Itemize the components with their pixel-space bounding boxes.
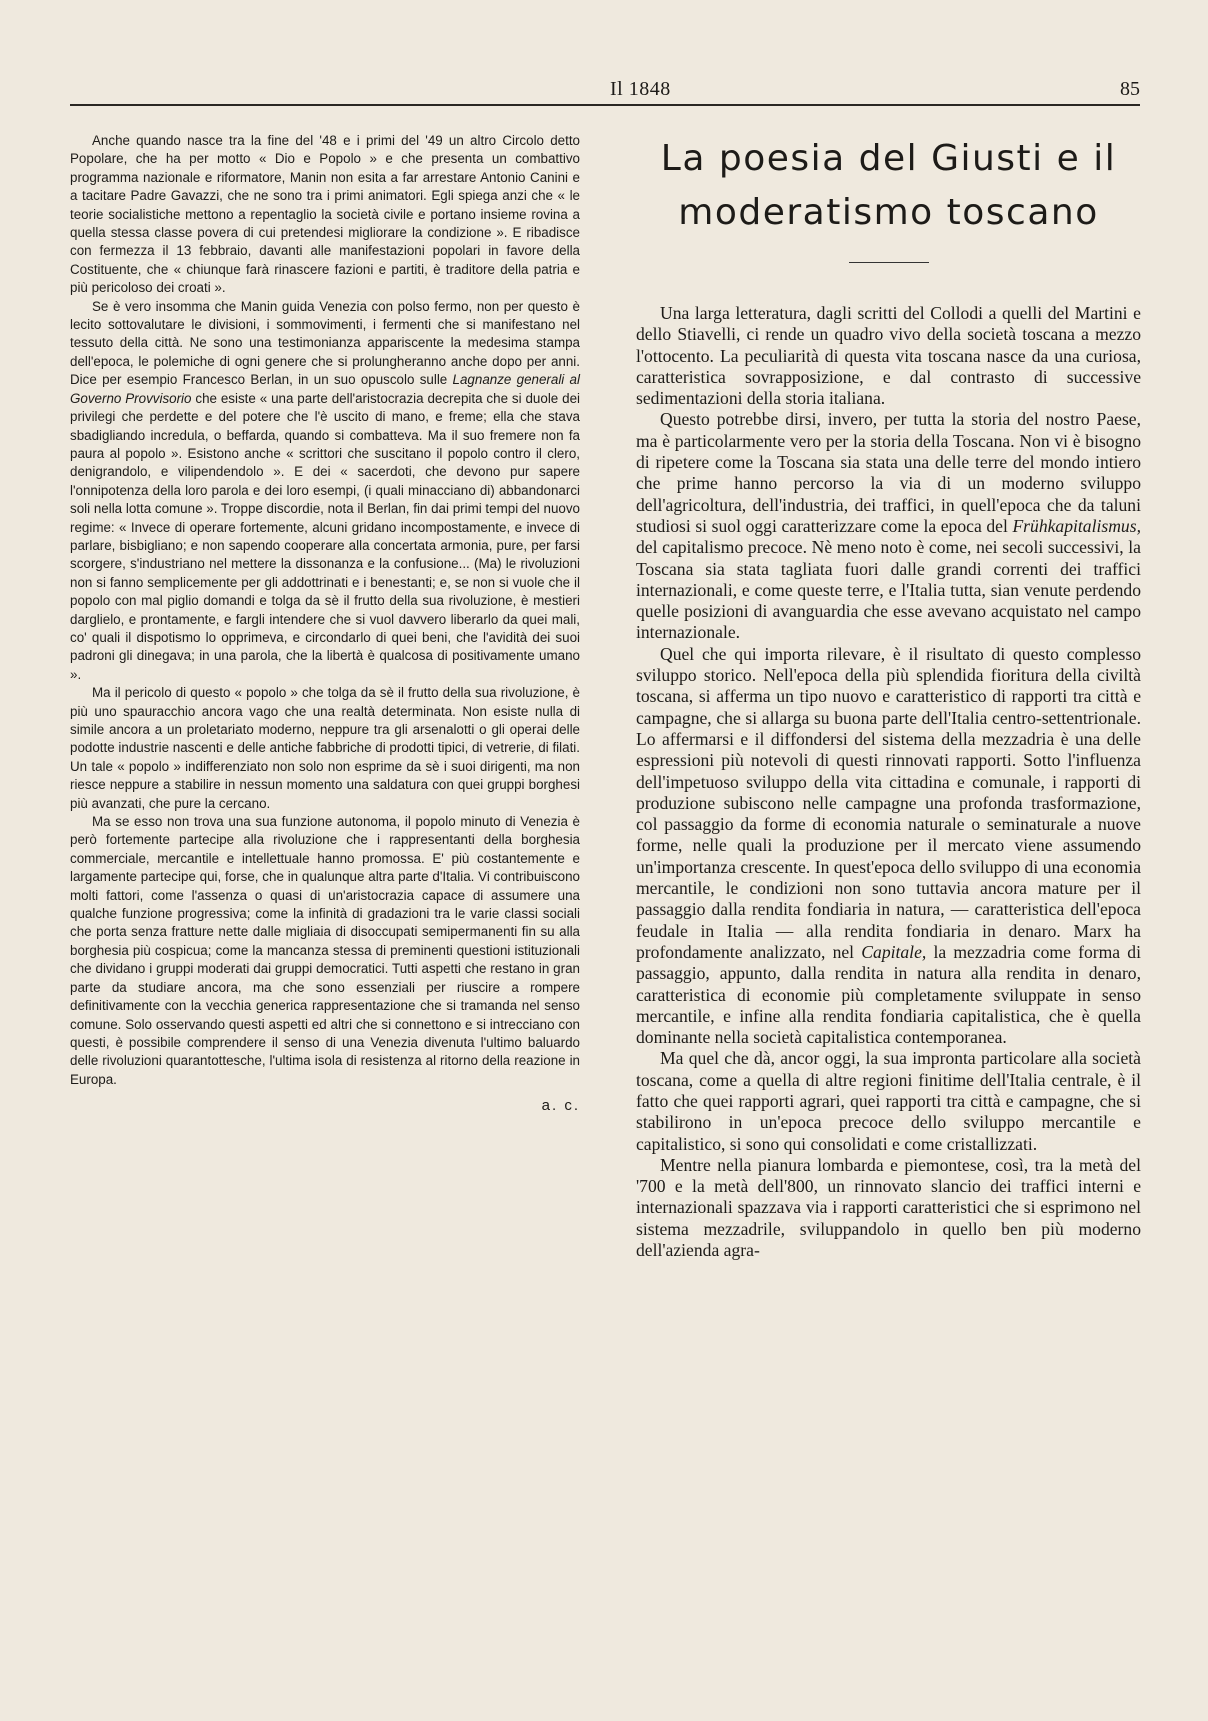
left-paragraph-2: [70, 298, 580, 685]
article-title: La poesia del Giusti e il moderatismo toscano: [660, 138, 1117, 233]
left-paragraph-2-text: Se è vero insomma che Manin guida Venezia con polso fermo, non per questo è lecito sottovalutare le divisioni, i sommovimenti, i fermenti che si manifestano nel tessuto della città. Ne sono una testimonianza appariscente la medesima stampa dell'epoca, le polemiche di ogni genere che si prolungheranno anche dopo per anni. Dice per esempio Francesco Berlan, in un suo opuscolo sulle: [70, 298, 580, 388]
author-signature: a. c.: [541, 1097, 580, 1115]
page-header: [70, 78, 1140, 106]
left-paragraph-1: Anche quando nasce tra la fine del '48 e i primi del '49 un altro Circolo detto Popolare, che ha per motto « Dio e Popolo » e che presenta un combattivo programma nazionale e riformatore, Manin non esita a far arrestare Antonio Canini e a tacitare Padre Gavazzi, che ne sono tra i primi animatori. Egli spiega anzi che « le teorie socialistiche mettono a repentaglio la società civile e portano insieme rovina a quella stessa classe povera di cui pretendesi migliorare la condizione ». E ribadisce con fermezza il 13 febbraio, davanti alle manifestazioni popolari in favore della Costituente, che « chiunque farà rinascere fazioni e partiti, è traditore della patria e più pericoloso dei croati ».: [70, 133, 580, 296]
right-paragraph-1: Una larga letteratura, dagli scritti del Collodi a quelli del Martini e dello Stiavelli, ci rende un quadro vivo della società toscana a mezzo l'ottocento. La peculiarità di questa vita toscana nasce da una curiosa, caratteristica sovrapposizione, e dal contrasto di successive sedimentazioni della storia italiana.: [636, 303, 1141, 409]
article-body: [636, 303, 1141, 1261]
left-paragraph-4: Ma se esso non trova una sua funzione autonoma, il popolo minuto di Venezia è però fortemente partecipe alla rivoluzione che i rappresentanti della borghesia commerciale, mercantile e intellettuale hanno promossa. E' più costantemente e largamente partecipe qui, forse, che in qualunque altra parte d'Italia. Vi contribuiscono molti fattori, come l'assenza o quasi di un'aristocrazia capace di assumere una qualche funzione progressiva; come la infinità di gradazioni tra le varie classi sociali che porta senza fratture nette dalle migliaia di disoccupati semipermanenti fin su alla borghesia più cospicua; come la mancanza stessa di preminenti questioni istituzionali che dividano i gruppi moderati dai gruppi democratici. Tutti aspetti che restano in gran parte da studiare ancora, ma che sono essenziali per riuscire a rompere definitivamente con la vecchia generica rappresentazione che si tramanda nel senso comune. Solo osservando questi aspetti ed altri che si connettono e si intrecciano con questi, è possibile comprendere il senso di una Venezia divenuta l'ultimo baluardo delle rivoluzioni quarantottesche, l'ultima isola di resistenza al ritorno della reazione in Europa.: [70, 814, 580, 1087]
italic-term-capitale: Capitale,: [861, 941, 927, 962]
right-paragraph-2: [636, 409, 1141, 643]
right-paragraph-3-text: Quel che qui importa rilevare, è il risultato di questo complesso sviluppo storico. Nell'epoca della più splendida fioritura della civiltà toscana, si afferma un tipo nuovo e caratteristico di rapporti tra città e campagne, che si allarga su buona parte dell'Italia centro-settentrionale. Lo affermarsi e il diffondersi del sistema della mezzadria è una delle espressioni più notevoli di questi rinnovati rapporti. Sotto l'influenza dell'impetuoso sviluppo della vita cittadina e comunale, i rapporti di produzione subiscono nelle campagne una profonda trasformazione, col passaggio da forme di economia naturale o seminaturale a nuove forme, nelle quali la produzione per il mercato viene assumendo un'importanza crescente. In quest'epoca dello sviluppo di una economia mercantile, le condizioni non sono tuttavia ancora mature per il passaggio dalla rendita fondiaria in natura, — caratteristica dell'epoca feudale in Italia — alla rendita fondiaria in denaro. Marx ha profondamente analizzato, nel: [636, 643, 1141, 962]
left-column: [70, 132, 580, 1116]
right-column: [636, 132, 1141, 1261]
right-paragraph-4: Ma quel che dà, ancor oggi, la sua impronta particolare alla società toscana, come a quella di altre regioni finitime dell'Italia centrale, è il fatto che quei rapporti agrari, quei rapporti tra città e campagne, che si stabilirono in un'epoca precoce dello sviluppo mercantile e capitalistico, si sono qui consolidati e come cristallizzati.: [636, 1048, 1141, 1154]
right-paragraph-2-rest: del capitalismo precoce. Nè meno noto è come, nei secoli successivi, la Toscana sia stata tagliata fuori dalle grandi correnti dei traffici internazionali, e come queste terre, e l'Italia tutta, sian venute perdendo quelle posizioni di avanguardia che esse avevano acquistato nel campo internazionale.: [636, 537, 1141, 643]
title-divider: [849, 262, 929, 263]
pamphlet-title-after: che esiste: [191, 390, 256, 406]
right-paragraph-2-text: Questo potrebbe dirsi, invero, per tutta la storia del nostro Paese, ma è particolarmente vero per la storia della Toscana. Non vi è bisogno di ripetere come la Toscana sia stata una delle terre del mondo intiero che prime hanno percorso la via di un moderno sviluppo dell'agricoltura, dell'industria, dei traffici, in quell'epoca che da taluni studiosi si suol oggi caratterizzare come la epoca del: [636, 409, 1141, 536]
pamphlet-title: Lagnanze generali al Governo Provvisorio: [70, 372, 580, 406]
page-number: 85: [1120, 78, 1140, 100]
italic-term-fruhkapitalismus: Frühkapitalismus,: [1012, 515, 1141, 536]
left-paragraph-3: Ma il pericolo di questo « popolo » che tolga da sè il frutto della sua rivoluzione, è più uno spauracchio ancora vago che una realtà determinata. Non esiste nulla di simile ancora a un proletariato moderno, neppure tra gli arsenalotti o gli operai delle podotte industrie nascenti e delle antiche fabbriche di prodotti tipici, di vetrerie, di filati. Un tale « popolo » indifferenziato non solo non esprime da sè i suoi dirigenti, ma non riesce neppure a stabilire in nessun momento una saldatura con quei gruppi borghesi più avanzati, che pure la cercano.: [70, 685, 580, 811]
right-paragraph-3-rest: la mezzadria come forma di passaggio, appunto, dalla rendita in natura alla rendita in denaro, caratteristica di economie più completamente sviluppate in senso mercantile, e infine alla rendita fondiaria capitalistica, che è quella dominante nella società capitalistica contemporanea.: [636, 941, 1141, 1048]
left-paragraph-2-quote: « una parte dell'aristocrazia decrepita che si duole dei privilegi che perdette e del potere che l'è uscito di mano, e freme; ella che stava sbadigliando incredula, o beffarda, quando si combatteva. Ma il suo fremere non fa paura al popolo ». Esistono anche « scrittori che suscitano il popolo contro il clero, denigrandolo, e vilipendendolo ». E dei « sacerdoti, che devono pur sapere l'onnipotenza della loro parola e dei loro esempi, (i quali minacciano di) abbandonarci soli nella lotta comune ». Troppe discordie, nota il Berlan, fin dai primi tempi del nuovo regime: « Invece di operare fortemente, alcuni gridano incompostamente, e invece di parlare, bisbigliano; e non sapendo cooperare alla concertata armonia, pure, per farsi scorgere, s'industriano nel mettere la dissonanza e la confusione... (Ma) le rivoluzioni non si fanno semplicemente per gli addottrinati e i benestanti; e, se non si vuole che il popolo con mal piglio domandi e tolga da sè il frutto della sua rivoluzione, è mestieri darglielo, e prontamente, e fargli intendere che si vuol davvero liberarlo da quei mali, co' quali il dispotismo lo opprimeva, e circondarlo di quei beni, che l'avidità dei suoi padroni gli dinegava; in una parola, che la libertà è qualcosa di positivamente umano ».: [70, 390, 580, 682]
right-paragraph-3: [636, 644, 1141, 1049]
right-paragraph-5: Mentre nella pianura lombarda e piemontese, così, tra la metà del '700 e la metà dell'800, un rinnovato slancio dei traffici interni e internazionali spazzava via i rapporti caratteristici che si esprimono nel sistema mezzadrile, sviluppandolo in quello ben più moderno dell'azienda agra-: [636, 1154, 1141, 1261]
running-head: Il 1848: [610, 78, 671, 100]
